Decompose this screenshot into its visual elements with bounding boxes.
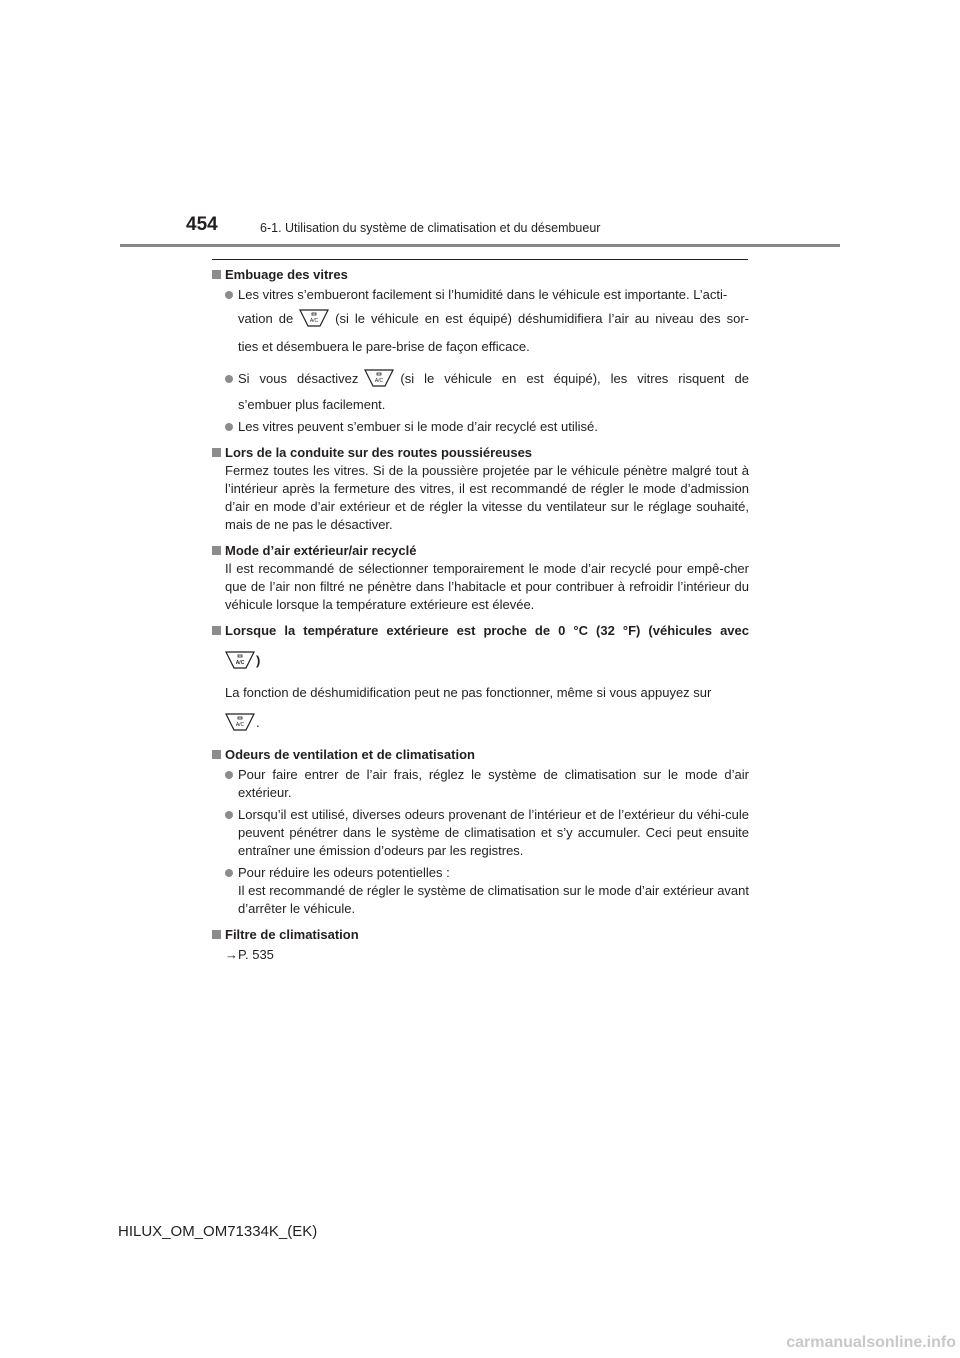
section-text: La fonction de déshumidification peut ne pas fonctionner, même si vous appuyez sur: [225, 685, 712, 700]
section-text: Fermez toutes les vitres. Si de la poussière projetée par le véhicule pénètre malgré tout à l’intérieur après la fermeture des vitres, il est recommandé de régler le mode d’admission d’air en mode d’air extérieur et de régler la vitesse du ventilateur sur le réglage souhaité, mais de ne pas le désactiver.: [225, 463, 749, 532]
section-ac-filter: [212, 926, 749, 964]
bullet-text: Lorsqu’il est utilisé, diverses odeurs provenant de l’intérieur et de l’extérieur du véhi-cule peuvent pénétrer dans le système de climatisation et s’y accumuler. Ceci peut ensuite entraîner une émission d’odeurs par les registres.: [238, 807, 749, 858]
list-item: [225, 418, 749, 436]
ac-button-icon: [299, 308, 329, 328]
section-odors-body: [212, 766, 749, 918]
section-title: Filtre de climatisation: [225, 927, 359, 942]
title-end-text: ): [256, 653, 261, 668]
document-code: HILUX_OM_OM71334K_(EK): [118, 1223, 318, 1240]
bullet-text-part: Si vous désactivez: [238, 371, 359, 386]
bullet-text-part: vation de: [238, 311, 294, 326]
bullet-text: s’embuer plus facilement.: [238, 397, 386, 412]
bullet-text: Pour réduire les odeurs potentielles :: [238, 865, 450, 880]
svg-text:A/C: A/C: [235, 722, 245, 728]
bullet-icon: [225, 869, 233, 877]
watermark: carmanualsonline.info: [786, 1334, 956, 1351]
bullet-icon: [225, 771, 233, 779]
page-number: 454: [186, 214, 218, 235]
list-item: [225, 806, 749, 860]
section-marker-icon: [212, 930, 221, 939]
bullet-icon: [225, 423, 233, 431]
bullet-icon: [225, 291, 233, 299]
svg-text:A/C: A/C: [235, 660, 245, 666]
bullet-text: Il est recommandé de régler le système de climatisation sur le mode d’air extérieur avant d’arrêter le véhicule.: [238, 883, 749, 916]
bullet-text: Les vitres peuvent s’embuer si le mode d’air recyclé est utilisé.: [238, 419, 598, 434]
section-odors: [212, 746, 749, 764]
list-item: [225, 766, 749, 802]
section-marker-icon: [212, 270, 221, 279]
bullet-text-part: (si le véhicule en est équipé), les vitres risquent de: [400, 371, 749, 386]
page-reference-link[interactable]: →P. 535: [225, 947, 274, 962]
section-title: Embuage des vitres: [225, 267, 348, 282]
chapter-title: 6-1. Utilisation du système de climatisation et du désembueur: [260, 221, 601, 235]
section-marker-icon: [212, 448, 221, 457]
section-dusty-roads: [212, 444, 749, 534]
section-fogging-body: [212, 286, 749, 436]
section-marker-icon: [212, 750, 221, 759]
section-title-end: [225, 646, 749, 676]
section-text-end: [225, 708, 749, 738]
content-rule: [212, 259, 748, 260]
section-low-temperature: [212, 622, 749, 738]
section-marker-icon: [212, 626, 221, 635]
section-title: Odeurs de ventilation et de climatisation: [225, 747, 475, 762]
ac-button-icon: [225, 650, 255, 670]
bullet-text: [238, 304, 749, 334]
section-fogging: [212, 266, 749, 284]
bullet-icon: [225, 375, 233, 383]
section-marker-icon: [212, 546, 221, 555]
text-end: .: [256, 715, 260, 730]
list-item: [225, 364, 749, 414]
list-item: [225, 864, 749, 918]
ac-button-icon: [364, 368, 394, 388]
section-title: Lors de la conduite sur des routes poussiéreuses: [225, 445, 533, 460]
bullet-text-part: (si le véhicule en est équipé) déshumidifiera l’air au niveau des sor-: [335, 311, 749, 326]
bullet-text: ties et désembuera le pare-brise de façon efficace.: [238, 339, 530, 354]
page-content: [212, 266, 749, 964]
bullet-text: Les vitres s’embueront facilement si l’humidité dans le véhicule est importante. L’acti-: [238, 287, 728, 302]
section-title: Lorsque la température extérieure est proche de 0 °C (32 °F) (véhicules avec: [225, 623, 749, 638]
section-air-mode: [212, 542, 749, 614]
ac-button-icon: [225, 712, 255, 732]
svg-text:A/C: A/C: [375, 378, 384, 384]
header-rule: [120, 244, 840, 247]
bullet-text: [238, 364, 749, 394]
bullet-text: Pour faire entrer de l’air frais, réglez le système de climatisation sur le mode d’air extérieur.: [238, 767, 749, 800]
svg-text:A/C: A/C: [310, 318, 319, 324]
section-title: Mode d’air extérieur/air recyclé: [225, 543, 417, 558]
bullet-icon: [225, 811, 233, 819]
list-item: [225, 286, 749, 356]
section-text: Il est recommandé de sélectionner temporairement le mode d’air recyclé pour empê-cher que de l’air non filtré ne pénètre dans l’habitacle et pour contribuer à refroidir l’intérieur du véhicule lorsque la température extérieure est élevée.: [225, 561, 749, 612]
